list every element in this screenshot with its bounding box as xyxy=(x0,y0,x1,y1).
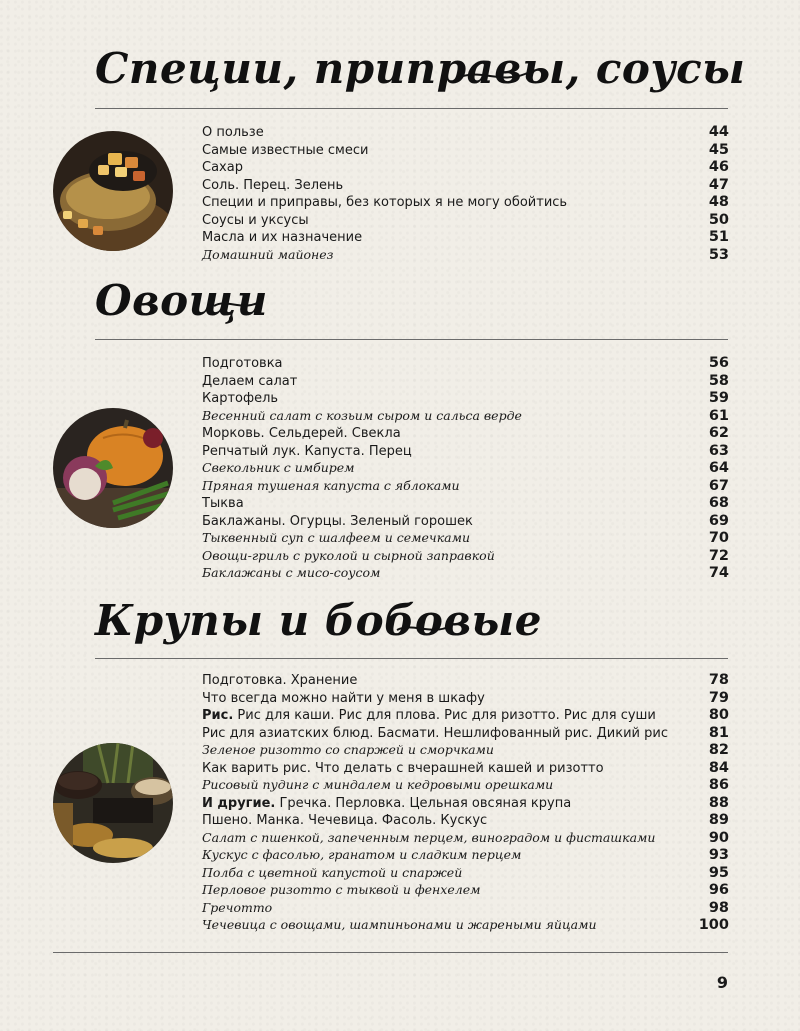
toc-recipe-entry[interactable] xyxy=(202,478,729,496)
toc-recipe-entry[interactable] xyxy=(202,830,729,848)
toc-entry-title: Пряная тушеная капуста с яблоками xyxy=(202,477,460,493)
toc-entry-title: Тыквенный суп с шалфеем и семечками xyxy=(202,530,471,545)
toc-entry[interactable] xyxy=(202,495,729,513)
toc-recipe-entry[interactable] xyxy=(202,247,729,265)
toc-page-number: 82 xyxy=(708,742,729,758)
section-rule xyxy=(95,339,728,340)
toc-page-number: 53 xyxy=(708,246,729,263)
toc-entry[interactable] xyxy=(202,229,729,247)
toc-entry[interactable] xyxy=(202,443,729,461)
section-title-grains: Крупы и бобовые xyxy=(95,596,542,645)
toc-recipe-entry[interactable] xyxy=(202,882,729,900)
toc-entry-title: Как варить рис. Что делать с вчерашней кашей и ризотто xyxy=(202,760,604,776)
toc-page-number: 46 xyxy=(708,159,729,175)
toc-entry[interactable] xyxy=(202,707,729,725)
toc-recipe-entry[interactable] xyxy=(202,777,729,795)
toc-recipe-entry[interactable] xyxy=(202,460,729,478)
toc-page-number: 59 xyxy=(708,390,729,406)
toc-page-number: 74 xyxy=(708,565,729,581)
toc-entry-title: Репчатый лук. Капуста. Перец xyxy=(202,443,412,459)
footer-rule xyxy=(53,952,728,953)
toc-page-number: 45 xyxy=(708,141,729,158)
section-title-vegetables: Овощи xyxy=(95,276,268,325)
section-rule xyxy=(95,658,728,659)
toc-entry-title: Рисовый пудинг с миндалем и кедровыми орешками xyxy=(202,777,554,792)
toc-recipe-entry[interactable] xyxy=(202,565,729,583)
toc-recipe-entry[interactable] xyxy=(202,847,729,865)
toc-entry-title: Самые известные смеси xyxy=(202,142,369,158)
toc-recipe-entry[interactable] xyxy=(202,900,729,918)
toc-page-number: 89 xyxy=(708,812,729,828)
toc-page-number: 96 xyxy=(708,882,729,898)
spices-photo xyxy=(53,131,173,251)
toc-entry[interactable] xyxy=(202,760,729,778)
toc-entry-title: Баклажаны с мисо-соусом xyxy=(202,565,381,580)
toc-page-number: 84 xyxy=(708,759,729,776)
toc-recipe-entry[interactable] xyxy=(202,408,729,426)
toc-entry-title: Морковь. Сельдерей. Свекла xyxy=(202,426,401,441)
toc-recipe-entry[interactable] xyxy=(202,917,729,935)
toc-page-number: 50 xyxy=(708,211,729,228)
toc-entry-lead: И другие. xyxy=(202,795,276,811)
toc-entry-title: Перловое ризотто с тыквой и фенхелем xyxy=(202,882,481,897)
toc-entry-title: Тыква xyxy=(202,496,244,511)
toc-page-number: 72 xyxy=(708,547,729,564)
toc-page-number: 88 xyxy=(708,794,729,811)
toc-entry-title: Салат с пшенкой, запеченным перцем, виноградом и фисташками xyxy=(202,829,656,845)
toc-entry[interactable] xyxy=(202,194,729,212)
toc-entry-title: Сахар xyxy=(202,160,243,175)
toc-entry-rest: Рис для каши. Рис для плова. Рис для ризотто. Рис для суши xyxy=(233,708,656,723)
toc-recipe-entry[interactable] xyxy=(202,742,729,760)
toc-entry[interactable] xyxy=(202,725,729,743)
toc-page-number: 58 xyxy=(708,372,729,389)
toc-entry-title: Свекольник с имбирем xyxy=(202,460,355,475)
toc-page-number: 51 xyxy=(708,229,729,245)
toc-entry[interactable] xyxy=(202,159,729,177)
toc-entry-title: Специи и приправы, без которых я не могу обойтись xyxy=(202,195,568,210)
toc-entry-title: Полба с цветной капустой и спаржей xyxy=(202,864,463,880)
toc-entry[interactable] xyxy=(202,513,729,531)
toc-recipe-entry[interactable] xyxy=(202,548,729,566)
toc-page-number: 69 xyxy=(708,512,729,529)
toc-page-number: 70 xyxy=(708,530,729,546)
title-swash xyxy=(455,66,545,86)
toc-entry-title: Зеленое ризотто со спаржей и сморчками xyxy=(202,742,494,757)
toc-entry[interactable] xyxy=(202,142,729,160)
toc-entry-title: Что всегда можно найти у меня в шкафу xyxy=(202,690,485,706)
toc-entry-title xyxy=(202,708,709,723)
toc-page-number: 100 xyxy=(698,917,729,933)
toc-page-number: 47 xyxy=(708,176,729,193)
toc-page-number: 98 xyxy=(708,899,729,916)
toc-entry-rest: Гречка. Перловка. Цельная овсяная крупа xyxy=(275,795,572,811)
toc-list-grains xyxy=(202,672,729,935)
toc-entry[interactable] xyxy=(202,373,729,391)
toc-page-number: 81 xyxy=(708,724,729,741)
toc-page-number: 63 xyxy=(708,442,729,459)
toc-entry-title: Масла и их назначение xyxy=(202,230,363,245)
toc-page-number: 90 xyxy=(708,829,729,846)
toc-entry-title: Кускус с фасолью, гранатом и сладким перцем xyxy=(202,847,522,862)
toc-page-number: 62 xyxy=(708,425,729,441)
vegetables-photo xyxy=(53,408,173,528)
toc-entry[interactable] xyxy=(202,177,729,195)
toc-entry[interactable] xyxy=(202,672,729,690)
toc-recipe-entry[interactable] xyxy=(202,530,729,548)
toc-entry-title: Баклажаны. Огурцы. Зеленый горошек xyxy=(202,513,473,529)
toc-entry-title: О пользе xyxy=(202,125,264,140)
toc-list-spices xyxy=(202,124,729,264)
section-title-spices: Специи, приправы, соусы xyxy=(95,44,746,93)
toc-page-number: 80 xyxy=(708,707,729,723)
toc-entry-lead: Рис. xyxy=(202,708,234,723)
toc-page-number: 61 xyxy=(708,407,729,424)
toc-page-number: 93 xyxy=(708,847,729,863)
toc-entry[interactable] xyxy=(202,355,729,373)
toc-page-number: 86 xyxy=(708,777,729,793)
toc-entry-title: Чечевица с овощами, шампиньонами и жареными яйцами xyxy=(202,917,597,932)
toc-page-number: 64 xyxy=(708,460,729,476)
toc-entry-title: Домашний майонез xyxy=(202,246,334,262)
toc-page-number: 48 xyxy=(708,194,729,210)
toc-entry-title: Соусы и уксусы xyxy=(202,212,309,228)
grains-photo xyxy=(53,743,173,863)
title-swash xyxy=(212,296,262,316)
toc-page-number: 67 xyxy=(708,477,729,494)
toc-entry[interactable] xyxy=(202,690,729,708)
toc-entry-title: Гречотто xyxy=(202,899,273,915)
toc-page-number: 56 xyxy=(708,355,729,371)
toc-entry-title: Подготовка xyxy=(202,356,283,371)
toc-page-number: 95 xyxy=(708,864,729,881)
title-swash xyxy=(395,620,455,640)
section-rule xyxy=(95,108,728,109)
toc-entry-title: Овощи-гриль с руколой и сырной заправкой xyxy=(202,547,495,563)
toc-page-number: 68 xyxy=(708,495,729,511)
toc-list-vegetables xyxy=(202,355,729,583)
toc-entry[interactable] xyxy=(202,124,729,142)
toc-entry-title: Весенний салат с козьим сыром и сальса верде xyxy=(202,407,522,423)
toc-entry[interactable] xyxy=(202,425,729,443)
toc-page-number: 44 xyxy=(708,124,729,140)
toc-entry[interactable] xyxy=(202,795,729,813)
toc-entry-title: Картофель xyxy=(202,391,279,406)
toc-page-number: 79 xyxy=(708,689,729,706)
toc-entry-title xyxy=(202,796,709,811)
toc-page-number: 78 xyxy=(708,672,729,688)
toc-entry[interactable] xyxy=(202,812,729,830)
page-number: 9 xyxy=(716,973,728,992)
toc-entry-title: Соль. Перец. Зелень xyxy=(202,177,344,193)
toc-entry[interactable] xyxy=(202,390,729,408)
toc-entry[interactable] xyxy=(202,212,729,230)
toc-entry-title: Подготовка. Хранение xyxy=(202,673,358,688)
toc-entry-title: Пшено. Манка. Чечевица. Фасоль. Кускус xyxy=(202,813,488,828)
toc-recipe-entry[interactable] xyxy=(202,865,729,883)
toc-entry-title: Делаем салат xyxy=(202,373,298,389)
toc-entry-title: Рис для азиатских блюд. Басмати. Нешлифованный рис. Дикий рис xyxy=(202,725,668,741)
